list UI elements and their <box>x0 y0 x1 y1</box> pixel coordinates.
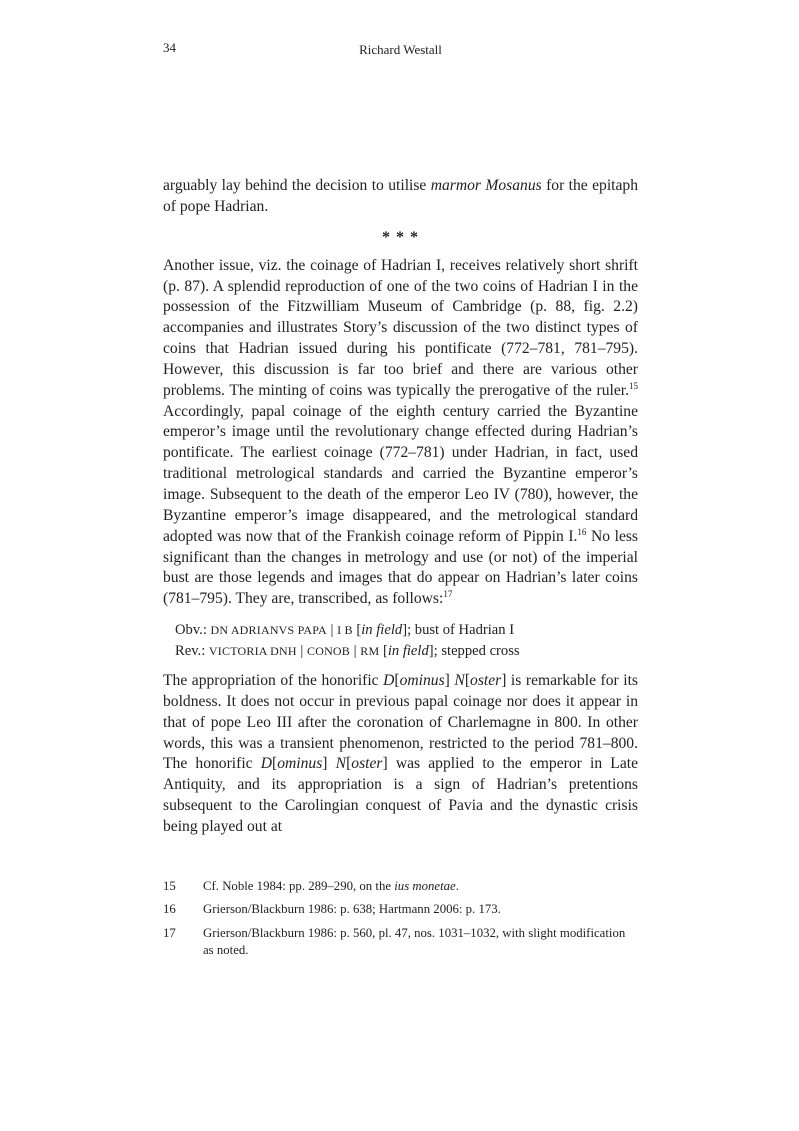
italic-text: D <box>383 672 395 690</box>
footnote-17 <box>163 925 638 960</box>
coin-legends <box>175 620 638 661</box>
text-run: Another issue, viz. the coinage of Hadrian I, receives relatively short shrift (p. 87). A splendid reproduction of one of the two coins of Hadrian I in the possession of the Fitzwilliam Museum of Cambridge (p. 88, fig. 2.2) accompanies and illustrates Story’s discussion of the two distinct types of coins that Hadrian issued during his pontificate (772–781, 781–795). However, this discussion is far too brief and there are various other problems. The minting of coins was typically the prerogative of the ruler. <box>163 256 638 399</box>
italic-text: N <box>454 672 465 690</box>
footnote-text <box>203 901 638 919</box>
text-run: for the epitaph of pope Hadrian. <box>163 177 639 215</box>
italic-text: in field <box>361 622 403 639</box>
italic-text: ominus <box>277 755 323 773</box>
text-run: [ <box>379 642 388 659</box>
text-run: No less significant than the changes in metrology and use (or not) of the imperial bust are those legends and images that do appear on Hadrian’s later coins (781–795). They are, transcribed, as follows: <box>163 527 639 608</box>
footnote-reference[interactable]: 15 <box>629 380 638 391</box>
text-run: [ <box>352 622 362 639</box>
small-caps-text: DN ADRIANVS PAPA <box>210 623 327 638</box>
text-run: ]; bust of Hadrian I <box>402 622 515 639</box>
section-separator: * * * <box>382 228 419 246</box>
text-run: [ <box>394 672 400 690</box>
text-run: [ <box>346 755 352 773</box>
small-caps-text: I B <box>337 623 353 638</box>
footnote-number: 15 <box>163 878 176 893</box>
footnote-15 <box>163 878 638 896</box>
footnote-number: 16 <box>163 902 176 917</box>
footnote-16 <box>163 901 638 919</box>
text-run: | <box>326 622 338 639</box>
text-run: Accordingly, papal coinage of the eighth century carried the Byzantine emperor’s image until the revolutionary change effected during Hadrian’s pontificate. The earliest coinage (772–781) under Hadrian, in fact, used traditional metrological standards and carried the Byzantine emperor’s image. Subsequent to the death of the emperor Leo IV (780), however, the Byzantine emperor’s image disappeared, and the metrological standard adopted was now that of the Frankish coinage reform of Pippin I. <box>163 402 638 545</box>
footnote-text <box>203 925 638 960</box>
text-run: . <box>455 878 459 893</box>
italic-text: oster <box>470 672 502 690</box>
italic-text: oster <box>351 755 383 773</box>
page-number: 34 <box>163 40 176 55</box>
text-run: Cf. Noble 1984: pp. 289–290, on the <box>203 878 395 893</box>
paragraph <box>163 671 638 838</box>
footnote-reference[interactable]: 16 <box>577 526 587 537</box>
footnotes <box>163 878 638 960</box>
text-run: [ <box>464 672 471 690</box>
text-run: | <box>350 642 361 659</box>
coin-reverse <box>175 641 638 662</box>
coin-obverse <box>175 620 638 641</box>
paragraph <box>163 176 638 218</box>
italic-text: D <box>260 755 273 773</box>
text-run: ] <box>444 672 455 690</box>
text-run: ] is remarkable for its boldness. It does not occur in previous papal coinage nor does it appear in that of pope Leo III after the coronation of Charlemagne in 800. In other words, this was a transient phenomenon, restricted to the period 781–800. The honorific <box>163 672 638 773</box>
footnote-text <box>203 878 638 896</box>
text-run: The appropriation of the honorific <box>163 672 384 690</box>
footnote-number: 17 <box>163 925 176 940</box>
text-run: ] <box>322 755 336 773</box>
text-run: [ <box>272 755 278 773</box>
text-run: Rev.: <box>175 642 209 659</box>
text-run: ]; stepped cross <box>428 642 520 659</box>
running-head: Richard Westall <box>359 42 442 57</box>
italic-text: in field <box>387 642 429 659</box>
footnote-reference[interactable]: 17 <box>443 589 453 600</box>
text-run: Obv.: <box>175 622 211 639</box>
italic-text: N <box>335 755 347 773</box>
text-run: ] was applied to the emperor in Late Antiquity, and its appropriation is a sign of Hadrian’s pretentions subsequent to the Carolingian conquest of Pavia and the dynastic crisis being played out at <box>163 755 639 835</box>
paragraph <box>163 256 638 610</box>
page-header <box>163 40 638 64</box>
italic-text: ominus <box>399 672 445 690</box>
small-caps-text: RM <box>360 643 380 658</box>
text-run: | <box>296 642 307 659</box>
italic-text: ius monetae <box>394 878 456 893</box>
small-caps-text: VICTORIA DNH <box>208 643 297 658</box>
text-run: arguably lay behind the decision to utilise <box>163 177 431 194</box>
text-run: Grierson/Blackburn 1986: p. 638; Hartmann 2006: p. 173. <box>203 902 501 917</box>
italic-text: marmor Mosanus <box>430 177 542 194</box>
text-run: Grierson/Blackburn 1986: p. 560, pl. 47, nos. 1031–1032, with slight modification as noted. <box>203 925 626 958</box>
small-caps-text: CONOB <box>307 643 351 658</box>
